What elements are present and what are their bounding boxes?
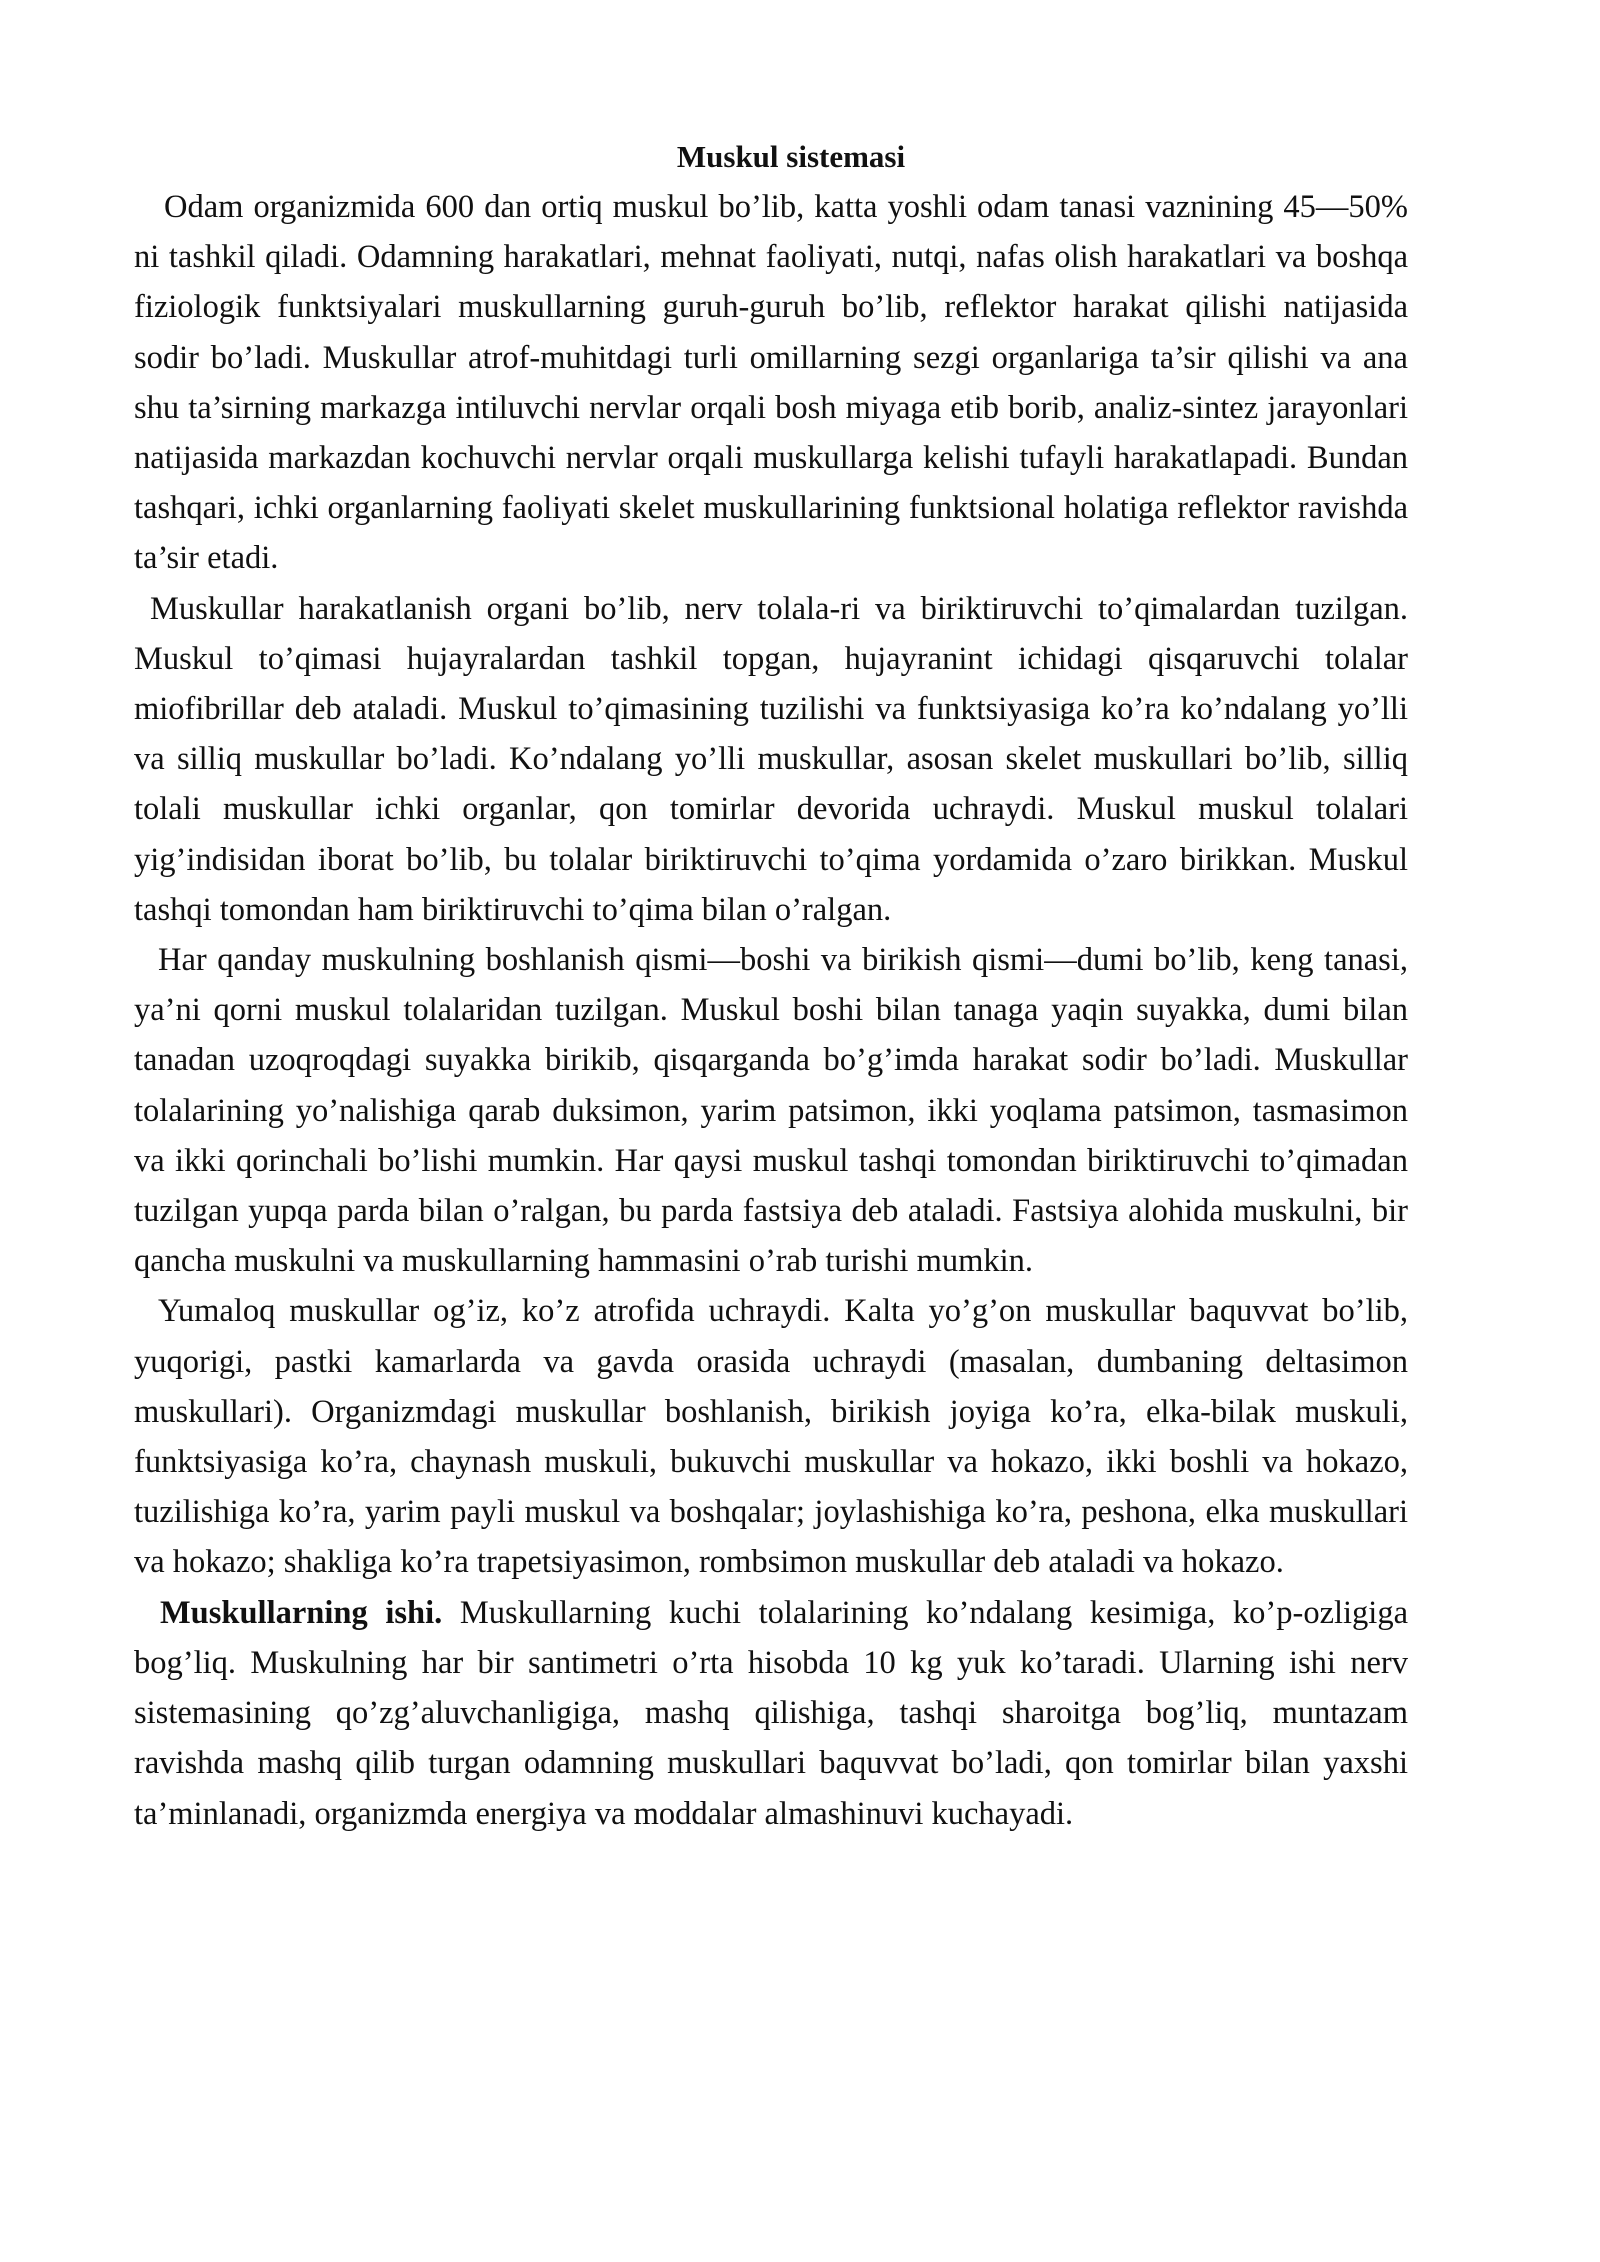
paragraph-4: Yumaloq muskullar og’iz, ko’z atrofida uchraydi. Kalta yo’g’on muskullar baquvvat bo’lib, yuqorigi, pastki kamarlarda va gavda orasida uchraydi (masalan, dumbaning deltasimon muskullari). Organizmdagi muskullar boshlanish, birikish joyiga ko’ra, elka-bilak muskuli, funktsiyasiga ko’ra, chaynash muskuli, bukuvchi muskullar va hokazo, ikki boshli va hokazo, tuzilishiga ko’ra, yarim payli muskul va boshqalar; joylashishiga ko’ra, peshona, elka muskullari va hokazo; shakliga ko’ra trapetsiyasimon, rombsimon muskullar deb ataladi va hokazo. bbox=[134, 1293, 1408, 1581]
paragraph-2: Muskullar harakatlanish organi bo’lib, nerv tolala-ri va biriktiruvchi to’qimalardan tuzilgan. Muskul to’qimasi hujayralardan tashkil topgan, hujayranint ichidagi qisqaruvchi tolalar miofibrillar deb ataladi. Muskul to’qimasining tuzilishi va funktsiyasiga ko’ra ko’ndalang yo’lli va silliq muskullar bo’ladi. Ko’ndalang yo’lli muskullar, asosan skelet muskullari bo’lib, silliq tolali muskullar ichki organlar, qon tomirlar devorida uchraydi. Muskul muskul tolalari yig’indisidan iborat bo’lib, bu tolalar biriktiruvchi to’qima yordamida o’zaro birikkan. Muskul tashqi tomondan ham biriktiruvchi to’qima bilan o’ralgan. bbox=[134, 590, 1408, 928]
section-lead-heading: Muskullarning ishi. bbox=[160, 1594, 443, 1631]
paragraph-5-text: Muskullarning kuchi tolalarining ko’ndalang kesimiga, ko’p-ozligiga bog’liq. Muskulning har bir santimetri o’rta hisobda 10 kg yuk ko’taradi. Ularning ishi nerv sistemasining qo’zg’aluvchanligiga, mashq qilishiga, tashqi sharoitga bog’liq, muntazam ravishda mashq qilib turgan odamning muskullari baquvvat bo’ladi, qon tomirlar bilan yaxshi ta’minlanadi, organizmda energiya va moddalar almashinuvi kuchayadi. bbox=[134, 1594, 1409, 1832]
paragraph-5 bbox=[134, 1588, 1408, 1839]
paragraph-1: Odam organizmida 600 dan ortiq muskul bo’lib, katta yoshli odam tanasi vaznining 45—50% ni tashkil qiladi. Odamning harakatlari, mehnat faoliyati, nutqi, nafas olish harakatlari va boshqa fiziologik funktsiyalari muskullarning guruh-guruh bo’lib, reflektor harakat qilishi natijasida sodir bo’ladi. Muskullar atrof-muhitdagi turli omillarning sezgi organlariga ta’sir qilishi va ana shu ta’sirning markazga intiluvchi nervlar orqali bosh miyaga etib borib, analiz-sintez jarayonlari natijasida markazdan kochuvchi nervlar orqali muskullarga kelishi tufayli harakatlapadi. Bundan tashqari, ichki organlarning faoliyati skelet muskullarining funktsional holatiga reflektor ravishda ta’sir etadi. bbox=[134, 189, 1408, 577]
document-page bbox=[134, 132, 1408, 1839]
document-title: Muskul sistemasi bbox=[676, 139, 906, 174]
paragraph-3: Har qanday muskulning boshlanish qismi—boshi va birikish qismi—dumi bo’lib, keng tanasi, ya’ni qorni muskul tolalaridan tuzilgan. Muskul boshi bilan tanaga yaqin suyakka, dumi bilan tanadan uzoqroqdagi suyakka birikib, qisqarganda bo’g’imda harakat sodir bo’ladi. Muskullar tolalarining yo’nalishiga qarab duksimon, yarim patsimon, ikki yoqlama patsimon, tasmasimon va ikki qorinchali bo’lishi mumkin. Har qaysi muskul tashqi tomondan biriktiruvchi to’qimadan tuzilgan yupqa parda bilan o’ralgan, bu parda fastsiya deb ataladi. Fastsiya alohida muskulni, bir qancha muskulni va muskullarning hammasini o’rab turishi mumkin. bbox=[134, 942, 1408, 1280]
